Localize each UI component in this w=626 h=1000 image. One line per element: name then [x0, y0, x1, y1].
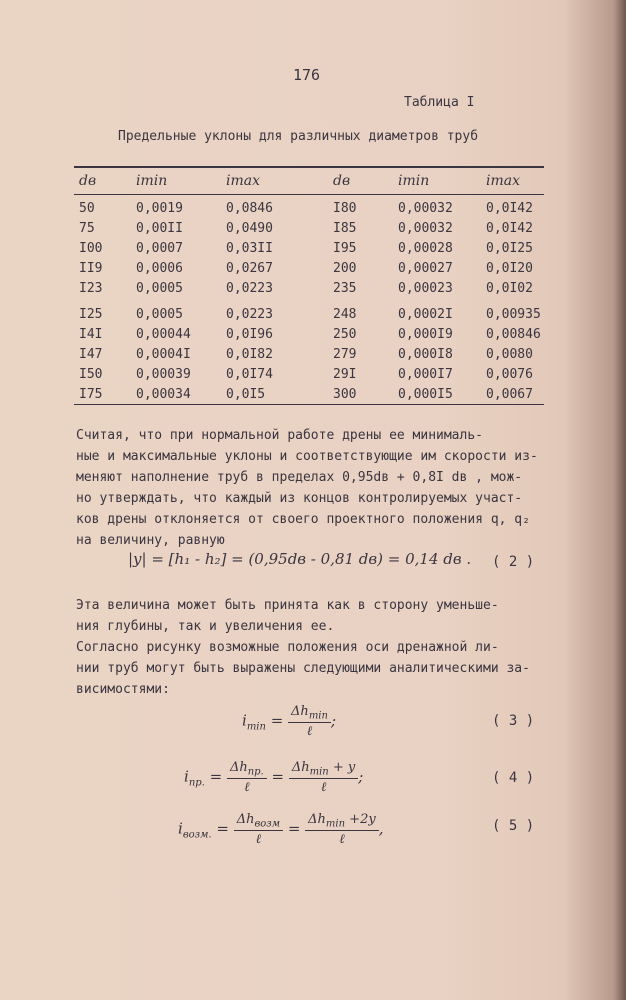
table-cell: I80: [333, 201, 357, 216]
table-cell: 0,0002I: [398, 307, 453, 322]
table-cell: 0,0004I: [136, 347, 191, 362]
table-cell: 200: [333, 261, 357, 276]
table-cell: 0,00028: [398, 241, 453, 256]
table-header-rule: [74, 194, 544, 195]
table-cell: 0,0490: [226, 221, 273, 236]
formula-4-lhs-sub: пр.: [188, 777, 205, 789]
formula-3: $i_{min}$ = $\frac{\Delta h_{min}}{\text{ℓ}}$ ;: [242, 704, 336, 739]
paragraph1-line: ков дрены отклоняется от своего проектного положения q, q₂: [76, 512, 530, 527]
formula-3-num-sub: min: [308, 710, 328, 722]
table-cell: 0,00935: [486, 307, 541, 322]
formula-3-lhs-sub: min: [246, 721, 266, 733]
table-cell: I85: [333, 221, 357, 236]
formula-4-fraction-2: [289, 760, 358, 795]
table-cell: I00: [79, 241, 103, 256]
table-header-4: imin: [398, 173, 430, 189]
table-header-5: imax: [486, 173, 520, 189]
formula-5-fraction-1: [234, 812, 283, 847]
table-cell: 0,0I02: [486, 281, 533, 296]
formula-4-fraction-1: [227, 760, 267, 795]
table-cell: 0,0I20: [486, 261, 533, 276]
table-cell: 0,0I42: [486, 221, 533, 236]
table-cell: 0,0I82: [226, 347, 273, 362]
paragraph2-line: ния глубины, так и увеличения ее.: [76, 619, 335, 634]
table-cell: 0,0005: [136, 281, 183, 296]
table-cell: 0,0267: [226, 261, 273, 276]
table-cell: 0,00027: [398, 261, 453, 276]
formula-2: |y| = [h₁ - h₂] = (0,95dв - 0,81 dв) = 0,14 dв .: [128, 550, 472, 568]
table-cell: I47: [79, 347, 103, 362]
table-caption: Таблица I: [404, 95, 475, 110]
formula-5-num1-sub: возм: [254, 818, 281, 830]
table-cell: 0,0019: [136, 201, 183, 216]
paragraph1-line: на величину, равную: [76, 533, 225, 548]
formula-4-num1-sub: пр.: [247, 766, 264, 778]
table-header-0: dв: [79, 173, 97, 189]
formula-5-fraction-2: [305, 812, 379, 847]
table-cell: I4I: [79, 327, 103, 342]
table-top-rule: [74, 166, 544, 168]
table-header-3: dв: [333, 173, 351, 189]
formula-5-tail: ,: [378, 819, 384, 838]
paragraph1-line: меняют наполнение труб в пределах 0,95dв + 0,8I dв , мож-: [76, 470, 523, 485]
table-cell: 0,00023: [398, 281, 453, 296]
table-cell: 0,00044: [136, 327, 191, 342]
table-cell: 0,0076: [486, 367, 533, 382]
table-cell: 0,00032: [398, 201, 453, 216]
paragraph2-line: Эта величина может быть принята как в сторону уменьше-: [76, 598, 499, 613]
formula-4-tail: ;: [358, 767, 364, 786]
paragraph3-line: Согласно рисунку возможные положения оси дренажной ли-: [76, 640, 499, 655]
page-number: 176: [293, 66, 321, 84]
table-cell: 0,0080: [486, 347, 533, 362]
table-cell: 0,000I5: [398, 387, 453, 402]
table-bottom-rule: [74, 404, 544, 405]
table-cell: 300: [333, 387, 357, 402]
formula-5-num2-tail: +2y: [345, 812, 376, 827]
equation-number-2: ( 2 ): [492, 554, 535, 570]
formula-3-den: ℓ: [306, 723, 313, 739]
formula-5-num1: Δh: [236, 812, 255, 827]
table-title: Предельные уклоны для различных диаметров труб: [118, 129, 479, 144]
formula-3-num: Δh: [291, 704, 309, 719]
formula-4-num1: Δh: [229, 760, 248, 775]
formula-3-fraction: [288, 704, 331, 739]
equation-number-3: ( 3 ): [492, 713, 535, 729]
table-cell: 0,00II: [136, 221, 183, 236]
table-cell: 0,03II: [226, 241, 273, 256]
table-cell: 29I: [333, 367, 357, 382]
table-cell: 0,000I9: [398, 327, 453, 342]
table-cell: 0,0223: [226, 281, 273, 296]
formula-4-num2-sub: min: [309, 766, 329, 778]
formula-4-lhs: i: [184, 767, 189, 786]
table-cell: 279: [333, 347, 357, 362]
formula-3-lhs: i: [242, 711, 247, 730]
table-cell: II9: [79, 261, 103, 276]
table-cell: 0,000I8: [398, 347, 453, 362]
formula-5-lhs: i: [178, 819, 183, 838]
table-header-2: imax: [226, 173, 260, 189]
table-cell: I25: [79, 307, 103, 322]
table-cell: 0,000I7: [398, 367, 453, 382]
table-cell: I75: [79, 387, 103, 402]
equation-number-4: ( 4 ): [492, 770, 535, 786]
table-cell: 0,00034: [136, 387, 191, 402]
table-cell: 0,0I25: [486, 241, 533, 256]
table-cell: 0,00032: [398, 221, 453, 236]
table-cell: 235: [333, 281, 357, 296]
paragraph1-line: Считая, что при нормальной работе дрены ее минималь-: [76, 428, 483, 443]
formula-3-tail: ;: [330, 711, 336, 730]
paragraph1-line: ные и максимальные уклоны и соответствующие им скорости из-: [76, 449, 538, 464]
table-cell: 0,00846: [486, 327, 541, 342]
formula-4-den1: ℓ: [244, 779, 250, 795]
table-cell: 248: [333, 307, 357, 322]
formula-4: $i_{пр.}$ = $\frac{\Delta h_{пр.}}{\text{ℓ}}$ = $\frac{\Delta h_{min} + y}{\text{ℓ}}$ ;: [184, 760, 364, 795]
table-cell: 0,0I5: [226, 387, 266, 402]
table-cell: 0,0006: [136, 261, 183, 276]
table-cell: I95: [333, 241, 357, 256]
table-cell: 50: [79, 201, 95, 216]
table-cell: 0,0I74: [226, 367, 273, 382]
paragraph3-line: висимостями:: [76, 682, 170, 697]
table-cell: 0,0I42: [486, 201, 533, 216]
formula-5-lhs-sub: возм.: [182, 829, 212, 841]
table-cell: 75: [79, 221, 95, 236]
table-cell: 0,0005: [136, 307, 183, 322]
table-cell: 0,0846: [226, 201, 273, 216]
formula-4-num2-tail: + y: [328, 760, 356, 775]
table-cell: I23: [79, 281, 103, 296]
table-cell: 250: [333, 327, 357, 342]
formula-5-den1: ℓ: [255, 831, 262, 847]
formula-5-den2: ℓ: [339, 831, 345, 847]
table-cell: 0,0067: [486, 387, 533, 402]
paragraph1-line: но утверждать, что каждый из концов контролируемых участ-: [76, 491, 523, 506]
table-cell: 0,0223: [226, 307, 273, 322]
table-cell: 0,00039: [136, 367, 191, 382]
table-header-1: imin: [136, 173, 168, 189]
paragraph3-line: нии труб могут быть выражены следующими аналитическими за-: [76, 661, 530, 676]
table-cell: 0,0007: [136, 241, 183, 256]
table-cell: I50: [79, 367, 103, 382]
formula-4-num2: Δh: [291, 760, 310, 775]
table-cell: 0,0I96: [226, 327, 273, 342]
formula-5-num2: Δh: [308, 812, 326, 827]
equation-number-5: ( 5 ): [492, 818, 535, 834]
formula-5: $i_{возм.}$ = $\frac{\Delta h_{возм}}{\text{ℓ}}$ = $\frac{\Delta h_{min} +2y}{\text{ℓ}}$ ,: [178, 812, 384, 847]
formula-5-num2-sub: min: [325, 818, 346, 830]
formula-4-den2: ℓ: [320, 779, 327, 795]
